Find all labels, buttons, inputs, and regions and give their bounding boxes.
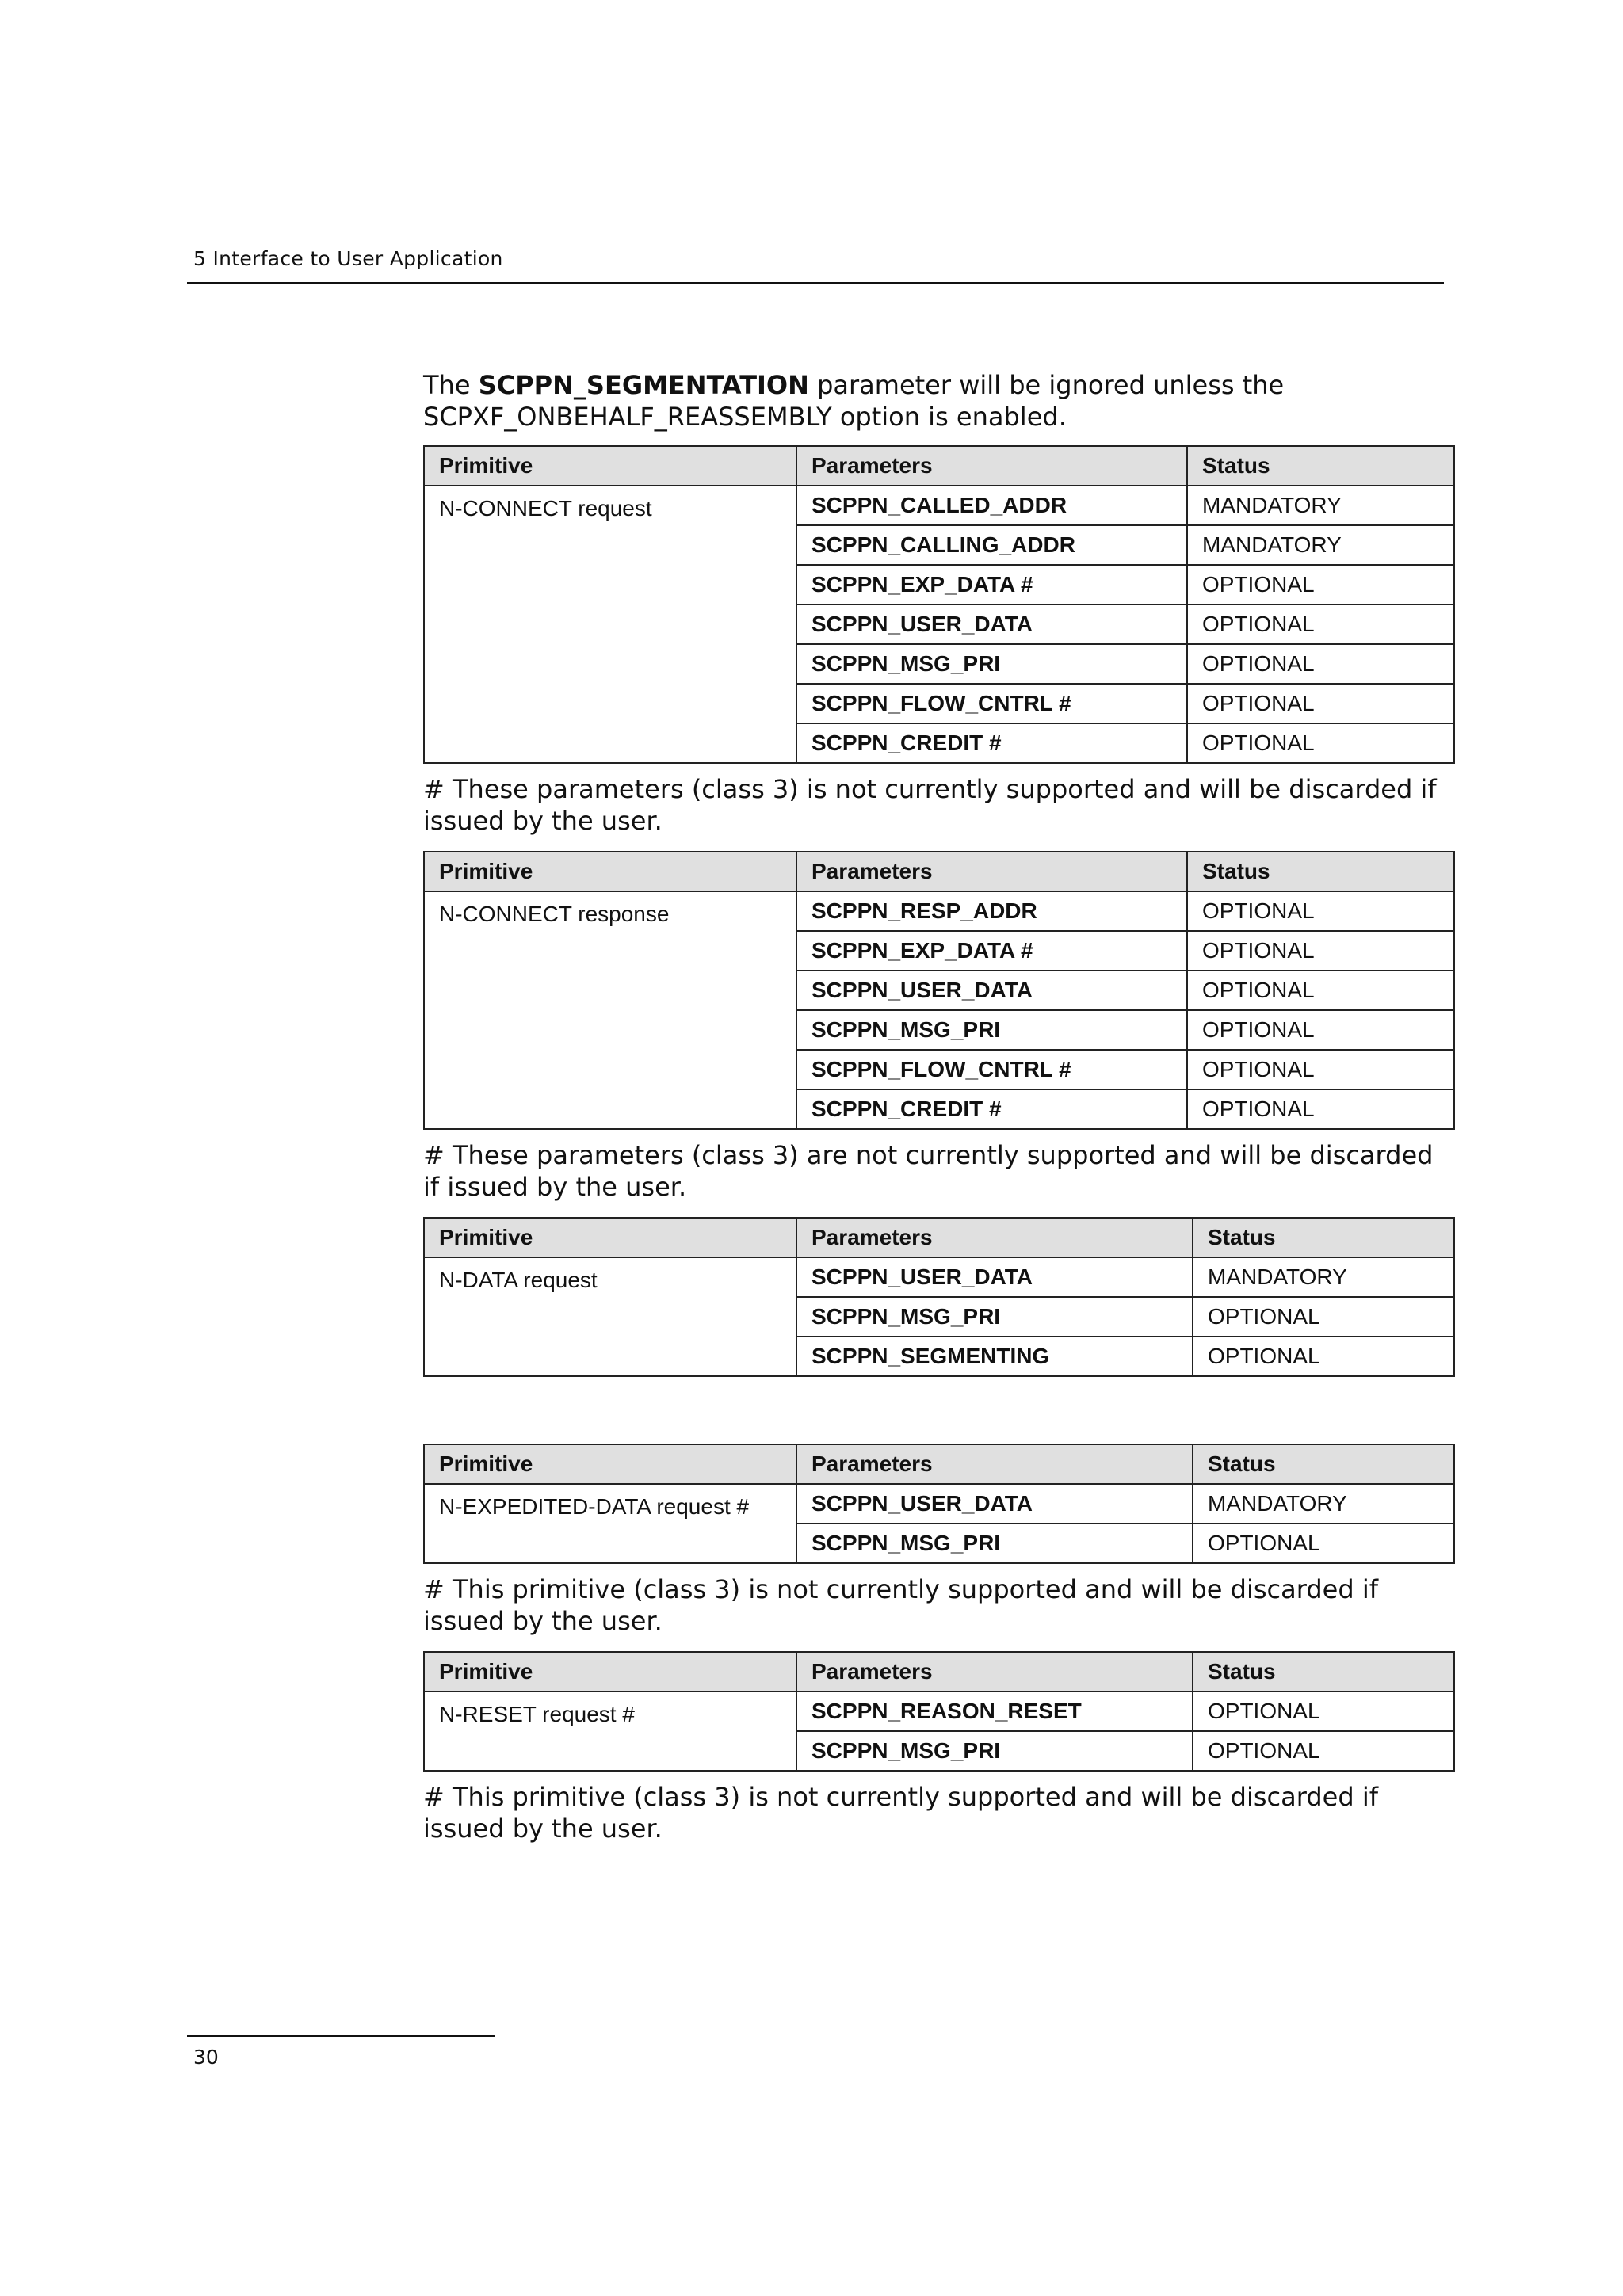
- intro-suffix: parameter will be ignored unless the SCPXF_ONBEHALF_REASSEMBLY option is enabled.: [423, 370, 1285, 432]
- parameter-name: SCPPN_USER_DATA: [796, 1257, 1193, 1297]
- parameter-status: OPTIONAL: [1187, 931, 1454, 971]
- parameter-name: SCPPN_MSG_PRI: [796, 644, 1187, 684]
- primitive-name: N-CONNECT request: [424, 486, 796, 763]
- parameter-name: SCPPN_MSG_PRI: [796, 1731, 1193, 1771]
- table-footnote: # This primitive (class 3) is not currently supported and will be discarded if issued by the user.: [423, 1782, 1378, 1844]
- running-header: 5 Interface to User Application: [193, 247, 503, 270]
- primitive-name: N-CONNECT response: [424, 891, 796, 1129]
- table-header-row: [424, 852, 1454, 891]
- parameter-status: OPTIONAL: [1187, 891, 1454, 931]
- column-header-parameters: Parameters: [796, 446, 1187, 486]
- column-header-parameters: Parameters: [796, 1218, 1193, 1257]
- parameter-status: MANDATORY: [1193, 1484, 1454, 1524]
- primitive-table: [423, 445, 1455, 764]
- table-footnote: # This primitive (class 3) is not currently supported and will be discarded if issued by the user.: [423, 1574, 1378, 1636]
- parameter-name: SCPPN_FLOW_CNTRL #: [796, 1050, 1187, 1089]
- column-header-parameters: Parameters: [796, 852, 1187, 891]
- parameter-status: MANDATORY: [1187, 525, 1454, 565]
- parameter-name: SCPPN_USER_DATA: [796, 971, 1187, 1010]
- primitive-name: N-EXPEDITED-DATA request #: [424, 1484, 796, 1563]
- parameter-name: SCPPN_REASON_RESET: [796, 1691, 1193, 1731]
- primitive-name: N-DATA request: [424, 1257, 796, 1376]
- column-header-status: Status: [1193, 1652, 1454, 1691]
- parameter-name: SCPPN_CREDIT #: [796, 723, 1187, 763]
- table-header-row: [424, 446, 1454, 486]
- column-header-status: Status: [1187, 446, 1454, 486]
- column-header-primitive: Primitive: [424, 1218, 796, 1257]
- column-header-parameters: Parameters: [796, 1652, 1193, 1691]
- column-header-status: Status: [1187, 852, 1454, 891]
- parameter-name: SCPPN_RESP_ADDR: [796, 891, 1187, 931]
- parameter-status: MANDATORY: [1187, 486, 1454, 525]
- table-footnote: # These parameters (class 3) is not currently supported and will be discarded if issued by the user.: [423, 774, 1437, 836]
- parameter-status: OPTIONAL: [1193, 1691, 1454, 1731]
- table-row: [424, 1691, 1454, 1731]
- column-header-status: Status: [1193, 1444, 1454, 1484]
- primitive-table: [423, 1217, 1455, 1377]
- parameter-status: OPTIONAL: [1193, 1297, 1454, 1337]
- header-divider: [187, 282, 1444, 284]
- table-row: [424, 891, 1454, 931]
- parameter-name: SCPPN_EXP_DATA #: [796, 565, 1187, 605]
- table-spacer: [423, 1377, 1453, 1444]
- parameter-name: SCPPN_CREDIT #: [796, 1089, 1187, 1129]
- table-header-row: [424, 1444, 1454, 1484]
- parameter-name: SCPPN_EXP_DATA #: [796, 931, 1187, 971]
- tables-container: [423, 445, 1453, 1844]
- parameter-status: MANDATORY: [1193, 1257, 1454, 1297]
- parameter-name: SCPPN_CALLING_ADDR: [796, 525, 1187, 565]
- column-header-primitive: Primitive: [424, 852, 796, 891]
- column-header-primitive: Primitive: [424, 446, 796, 486]
- column-header-status: Status: [1193, 1218, 1454, 1257]
- table-row: [424, 1484, 1454, 1524]
- intro-keyword: SCPPN_SEGMENTATION: [478, 370, 809, 400]
- parameter-status: OPTIONAL: [1187, 644, 1454, 684]
- parameter-name: SCPPN_MSG_PRI: [796, 1524, 1193, 1563]
- primitive-table: [423, 1444, 1455, 1564]
- intro-paragraph: [423, 369, 1453, 433]
- primitive-table: [423, 1651, 1455, 1772]
- parameter-name: SCPPN_USER_DATA: [796, 605, 1187, 644]
- primitive-table: [423, 851, 1455, 1130]
- primitive-name: N-RESET request #: [424, 1691, 796, 1771]
- parameter-status: OPTIONAL: [1187, 565, 1454, 605]
- intro-prefix: The: [423, 370, 479, 400]
- page-body: [423, 369, 1453, 1859]
- parameter-name: SCPPN_MSG_PRI: [796, 1010, 1187, 1050]
- parameter-status: OPTIONAL: [1187, 605, 1454, 644]
- parameter-status: OPTIONAL: [1187, 1010, 1454, 1050]
- column-header-parameters: Parameters: [796, 1444, 1193, 1484]
- parameter-status: OPTIONAL: [1187, 684, 1454, 723]
- parameter-status: OPTIONAL: [1193, 1731, 1454, 1771]
- parameter-name: SCPPN_CALLED_ADDR: [796, 486, 1187, 525]
- parameter-name: SCPPN_SEGMENTING: [796, 1337, 1193, 1376]
- parameter-status: OPTIONAL: [1187, 1050, 1454, 1089]
- table-row: [424, 1257, 1454, 1297]
- column-header-primitive: Primitive: [424, 1652, 796, 1691]
- table-footnote: # These parameters (class 3) are not currently supported and will be discarded if issued by the user.: [423, 1140, 1434, 1202]
- table-header-row: [424, 1218, 1454, 1257]
- parameter-status: OPTIONAL: [1187, 723, 1454, 763]
- parameter-status: OPTIONAL: [1187, 971, 1454, 1010]
- table-header-row: [424, 1652, 1454, 1691]
- page-number: 30: [193, 2046, 219, 2069]
- parameter-name: SCPPN_FLOW_CNTRL #: [796, 684, 1187, 723]
- parameter-name: SCPPN_MSG_PRI: [796, 1297, 1193, 1337]
- parameter-status: OPTIONAL: [1193, 1524, 1454, 1563]
- parameter-status: OPTIONAL: [1193, 1337, 1454, 1376]
- parameter-status: OPTIONAL: [1187, 1089, 1454, 1129]
- column-header-primitive: Primitive: [424, 1444, 796, 1484]
- footer-divider: [187, 2035, 495, 2037]
- parameter-name: SCPPN_USER_DATA: [796, 1484, 1193, 1524]
- table-row: [424, 486, 1454, 525]
